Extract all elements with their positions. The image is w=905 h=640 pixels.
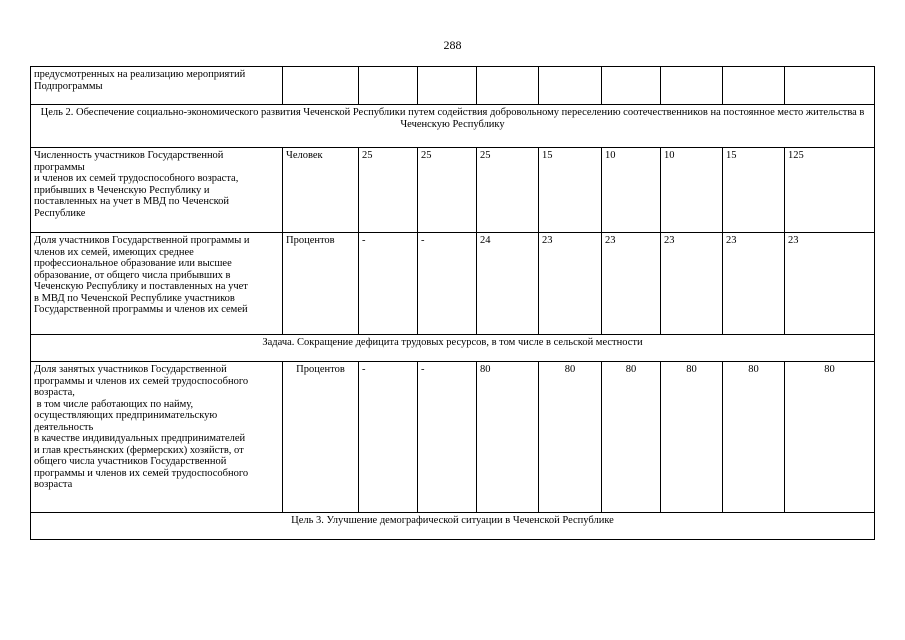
value-cell — [539, 67, 602, 105]
value-cell: 10 — [661, 148, 723, 233]
value-cell: 80 — [661, 362, 723, 513]
value-cell — [418, 67, 477, 105]
value-cell: - — [359, 233, 418, 335]
value-cell — [661, 67, 723, 105]
value-cell: 25 — [418, 148, 477, 233]
value-cell — [359, 67, 418, 105]
value-cell: 25 — [359, 148, 418, 233]
indicators-table — [30, 66, 875, 540]
unit-cell: Человек — [283, 148, 359, 233]
goal-2-heading: Цель 2. Обеспечение социально-экономического развития Чеченской Республики путем содействия добровольному переселению соотечественников на постоянное место жительства в Чеченскую Республику — [31, 105, 875, 148]
value-cell — [723, 67, 785, 105]
value-cell: 80 — [723, 362, 785, 513]
value-cell: 23 — [539, 233, 602, 335]
section-heading-row — [31, 335, 875, 362]
value-cell: 80 — [539, 362, 602, 513]
indicator-name-cell: Численность участников Государственной программы и членов их семей трудоспособного возраста, прибывших в Чеченскую Республику и поставленных на учет в МВД по Чеченской Республике — [31, 148, 283, 233]
value-cell: 25 — [477, 148, 539, 233]
value-cell: 23 — [602, 233, 661, 335]
table-row — [31, 362, 875, 513]
value-cell: - — [418, 233, 477, 335]
value-cell: 125 — [785, 148, 875, 233]
unit-cell: Процентов — [283, 233, 359, 335]
indicator-name-cell: Доля занятых участников Государственной программы и членов их семей трудоспособного возраста, в том числе работающих по найму, осуществляющих предпринимательскую деятельность в качестве индивидуальных предпринимателей и глав крестьянских (фермерских) хозяйств, от общего числа участников Государственной программы и членов их семей трудоспособного возраста — [31, 362, 283, 513]
value-cell: 24 — [477, 233, 539, 335]
task-heading: Задача. Сокращение дефицита трудовых ресурсов, в том числе в сельской местности — [31, 335, 875, 362]
value-cell: 80 — [602, 362, 661, 513]
section-heading-row — [31, 105, 875, 148]
section-heading-row — [31, 513, 875, 540]
value-cell: 23 — [785, 233, 875, 335]
value-cell: 23 — [661, 233, 723, 335]
page-number: 288 — [443, 38, 462, 52]
value-cell — [785, 67, 875, 105]
table-row — [31, 148, 875, 233]
value-cell: - — [359, 362, 418, 513]
value-cell: 10 — [602, 148, 661, 233]
goal-3-heading: Цель 3. Улучшение демографической ситуации в Чеченской Республике — [31, 513, 875, 540]
value-cell — [477, 67, 539, 105]
table-row — [31, 67, 875, 105]
value-cell: 15 — [723, 148, 785, 233]
value-cell: 23 — [723, 233, 785, 335]
value-cell: 80 — [785, 362, 875, 513]
indicator-name-cell: Доля участников Государственной программы и членов их семей, имеющих среднее профессиональное образование или высшее образование, от общего числа прибывших в Чеченскую Республику и поставленных на учет в МВД по Чеченской Республике участников Государственной программы и членов их семей — [31, 233, 283, 335]
unit-cell: Процентов — [283, 362, 359, 513]
indicator-name-cell: предусмотренных на реализацию мероприятий Подпрограммы — [31, 67, 283, 105]
table-row — [31, 233, 875, 335]
value-cell: 15 — [539, 148, 602, 233]
unit-cell — [283, 67, 359, 105]
value-cell: 80 — [477, 362, 539, 513]
value-cell: - — [418, 362, 477, 513]
value-cell — [602, 67, 661, 105]
